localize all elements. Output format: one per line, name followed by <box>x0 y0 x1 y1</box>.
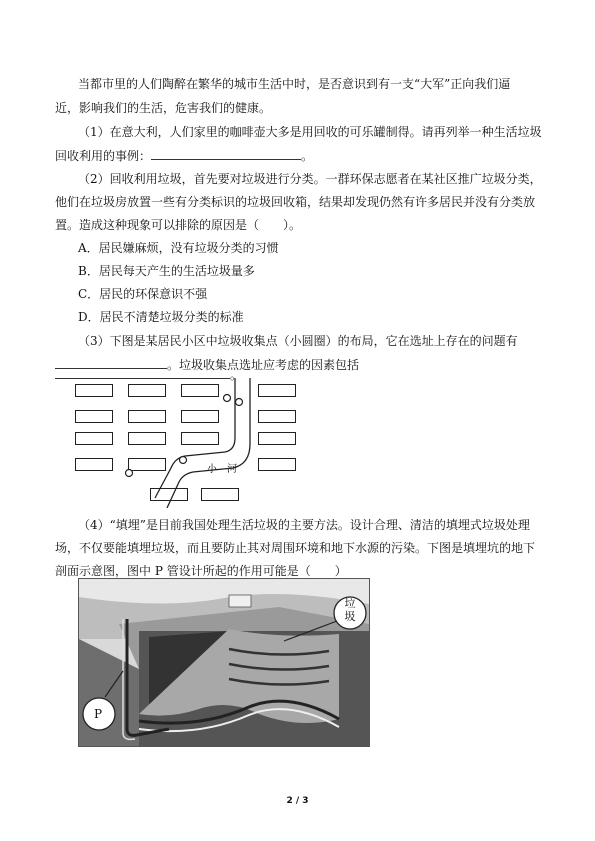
option-c: C．居民的环保意识不强 <box>78 287 208 301</box>
question-1-line-2 <box>55 147 313 164</box>
question-1-prompt: 回收利用的事例： <box>55 149 152 163</box>
intro-line-1: 当都市里的人们陶醉在繁华的城市生活中时，是否意识到有一支“大军”正向我们逼 <box>78 77 511 91</box>
question-1-line-1: （1）在意大利，人们家里的咖啡壶大多是用回收的可乐罐制得。请再列举一种生活垃圾 <box>78 125 542 139</box>
page-number: 2 / 3 <box>286 796 309 806</box>
answer-blank-1[interactable] <box>151 147 301 160</box>
question-2-line-2: 他们在垃圾房放置一些有分类标识的垃圾回收箱，结果却发现仍然有许多居民并没有分类放 <box>55 195 536 209</box>
pipe-label: P <box>94 707 103 721</box>
river-bank-left <box>155 378 235 498</box>
river-label: 小 河 <box>207 464 237 475</box>
question-2-line-1: （2）回收利用垃圾，首先要对垃圾进行分类。一群环保志愿者在某社区推广垃圾分类， <box>78 172 542 186</box>
garbage-label: 垃圾 <box>344 597 356 623</box>
question-4-line-3: 剖面示意图，图中 P 管设计所起的作用可能是（ ） <box>55 564 347 578</box>
collection-point <box>126 470 133 477</box>
question-1-period: 。 <box>301 149 314 163</box>
question-3-factors-prompt: 。垃圾收集点选址应考虑的因素包括 <box>167 358 360 372</box>
question-4-line-2: 场，不仅要能填埋垃圾，而且要防止其对周围环境和地下水源的污染。下图是填埋坑的地下 <box>55 541 536 555</box>
river-svg <box>75 378 305 508</box>
landfill-svg <box>79 579 369 746</box>
river-bank-right <box>167 378 250 508</box>
question-3-line-1: （3）下图是某居民小区中垃圾收集点（小圆圈）的布局，它在选址上存在的问题有 <box>78 334 518 348</box>
intro-line-2: 近，影响我们的生活，危害我们的健康。 <box>55 101 272 115</box>
community-map <box>75 378 305 508</box>
collection-point <box>236 399 243 406</box>
question-2-line-3: 置。造成这种现象可以排除的原因是（ ）。 <box>55 218 302 232</box>
landfill-diagram <box>78 578 370 747</box>
option-b: B．居民每天产生的生活垃圾量多 <box>78 264 255 278</box>
option-d: D．居民不清楚垃圾分类的标准 <box>78 310 244 324</box>
question-4-line-1: （4）“填埋”是目前我国处理生活垃圾的主要方法。设计合理、清洁的填埋式垃圾处理 <box>78 518 530 532</box>
option-a: A．居民嫌麻烦，没有垃圾分类的习惯 <box>78 241 279 255</box>
collection-point <box>180 457 187 464</box>
question-3-period: 。 <box>230 368 243 382</box>
collection-point <box>224 395 231 402</box>
